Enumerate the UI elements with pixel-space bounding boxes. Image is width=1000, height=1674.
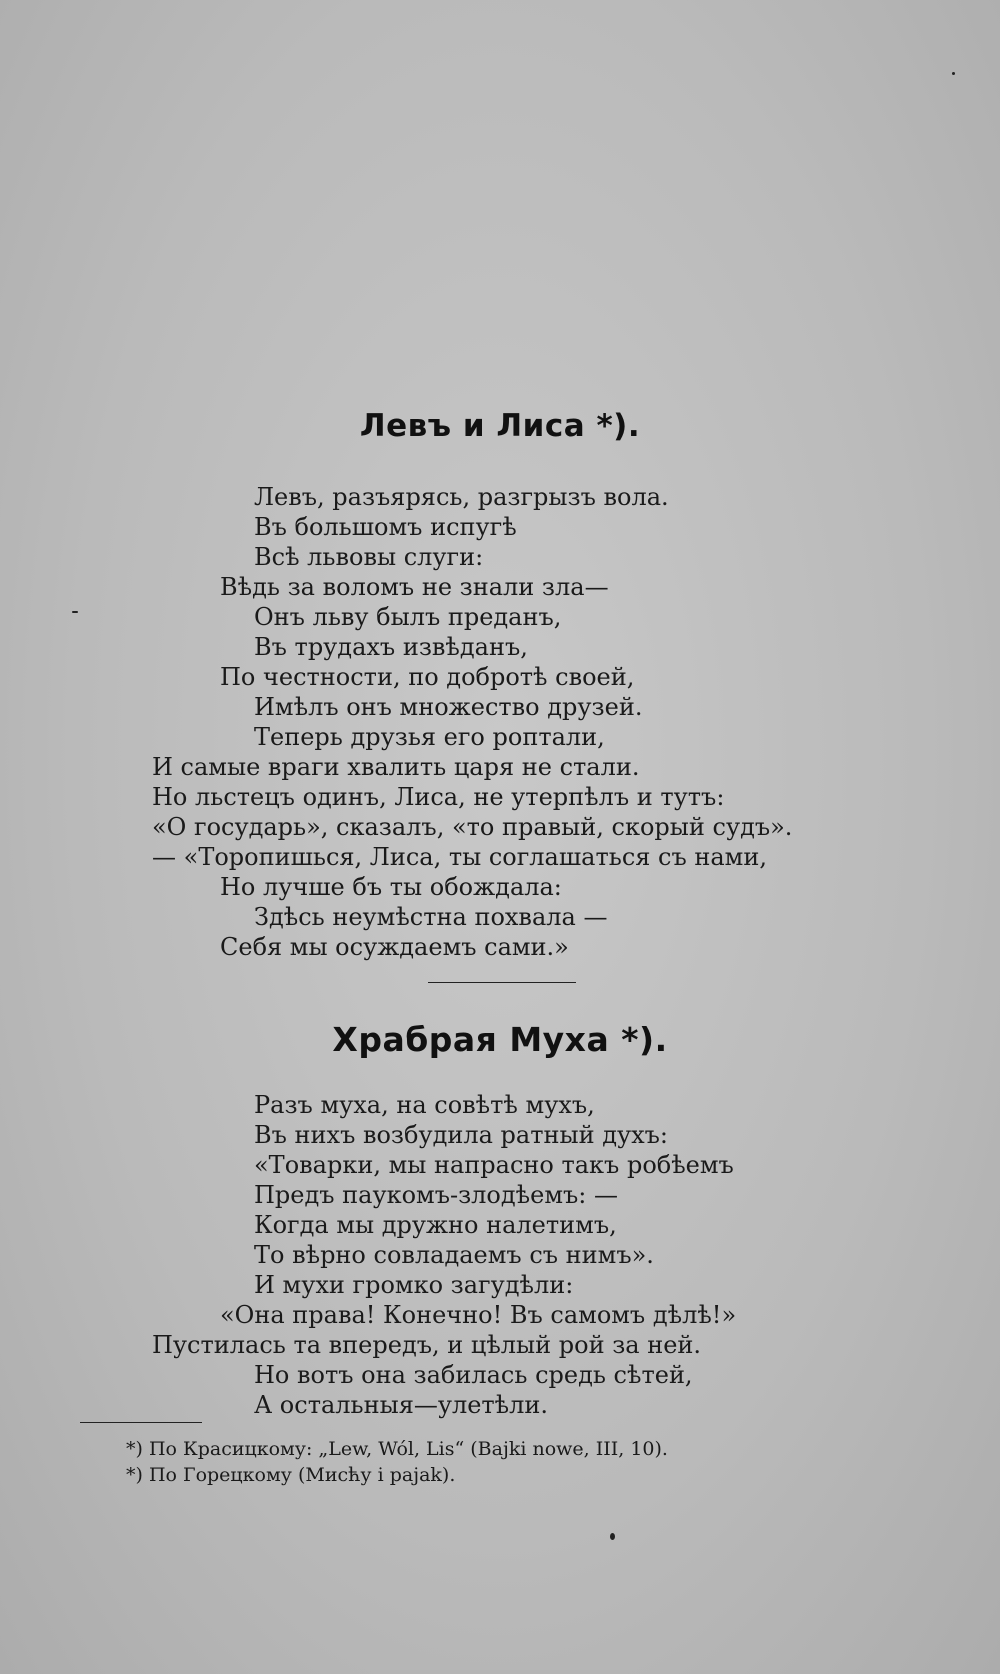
poem-line: Всѣ львовы слуги: — [254, 543, 484, 571]
poem-line: Левъ, разъярясь, разгрызъ вола. — [254, 483, 669, 511]
poem-line: Себя мы осуждаемъ сами.» — [220, 933, 569, 961]
poem-line: Но лучше бъ ты обождала: — [220, 873, 562, 901]
footnote-divider — [80, 1422, 202, 1423]
poem-title-brave-fly: Храбрая Муха *). — [332, 1020, 668, 1059]
ink-speck — [952, 72, 955, 75]
poem-line: Когда мы дружно налетимъ, — [254, 1211, 617, 1239]
poem-line: Онъ льву былъ преданъ, — [254, 603, 562, 631]
poem-line: А остальныя—улетѣли. — [254, 1391, 549, 1419]
footnote: *) По Красицкому: „Lew, Wól, Lis“ (Bajki nowe, III, 10). — [126, 1438, 668, 1460]
poem-line: Но льстецъ одинъ, Лиса, не утерпѣлъ и тутъ: — [152, 783, 725, 811]
poem-line: Въ нихъ возбудила ратный духъ: — [254, 1121, 668, 1149]
poem-line: И самые враги хвалить царя не стали. — [152, 753, 640, 781]
poem-line: Предъ паукомъ-злодѣемъ: — — [254, 1181, 618, 1209]
poem-line: «Она права! Конечно! Въ самомъ дѣлѣ!» — [220, 1301, 737, 1329]
ink-speck — [72, 611, 78, 613]
ink-speck — [610, 1533, 615, 1540]
footnote: *) По Горецкому (Мисћу і pajak). — [126, 1464, 456, 1486]
poem-line: Теперь друзья его роптали, — [254, 723, 605, 751]
poem-line: И мухи громко загудѣли: — [254, 1271, 574, 1299]
poem-line: То вѣрно совладаемъ съ нимъ». — [254, 1241, 654, 1269]
poem-line: Разъ муха, на совѣтѣ мухъ, — [254, 1091, 595, 1119]
poem-title-lion-and-fox: Левъ и Лиса *). — [359, 408, 641, 444]
poem-line: Имѣлъ онъ множество друзей. — [254, 693, 643, 721]
poem-line: Но вотъ она забилась средь сѣтей, — [254, 1361, 693, 1389]
poem-line: Пустилась та впередъ, и цѣлый рой за ней. — [152, 1331, 702, 1359]
poem-line: Въ трудахъ извѣданъ, — [254, 633, 528, 661]
poem-line: Въ большомъ испугѣ — [254, 513, 517, 541]
poem-line: Вѣдь за воломъ не знали зла— — [220, 573, 609, 601]
poem-line: Здѣсь неумѣстна похвала — — [254, 903, 608, 931]
poem-line: «О государь», сказалъ, «то правый, скорый судъ». — [152, 813, 793, 841]
poem-line: — «Торопишься, Лиса, ты соглашаться съ нами, — [152, 843, 767, 871]
poem-line: По честности, по добротѣ своей, — [220, 663, 635, 691]
poem-line: «Товарки, мы напрасно такъ робѣемъ — [254, 1151, 734, 1179]
